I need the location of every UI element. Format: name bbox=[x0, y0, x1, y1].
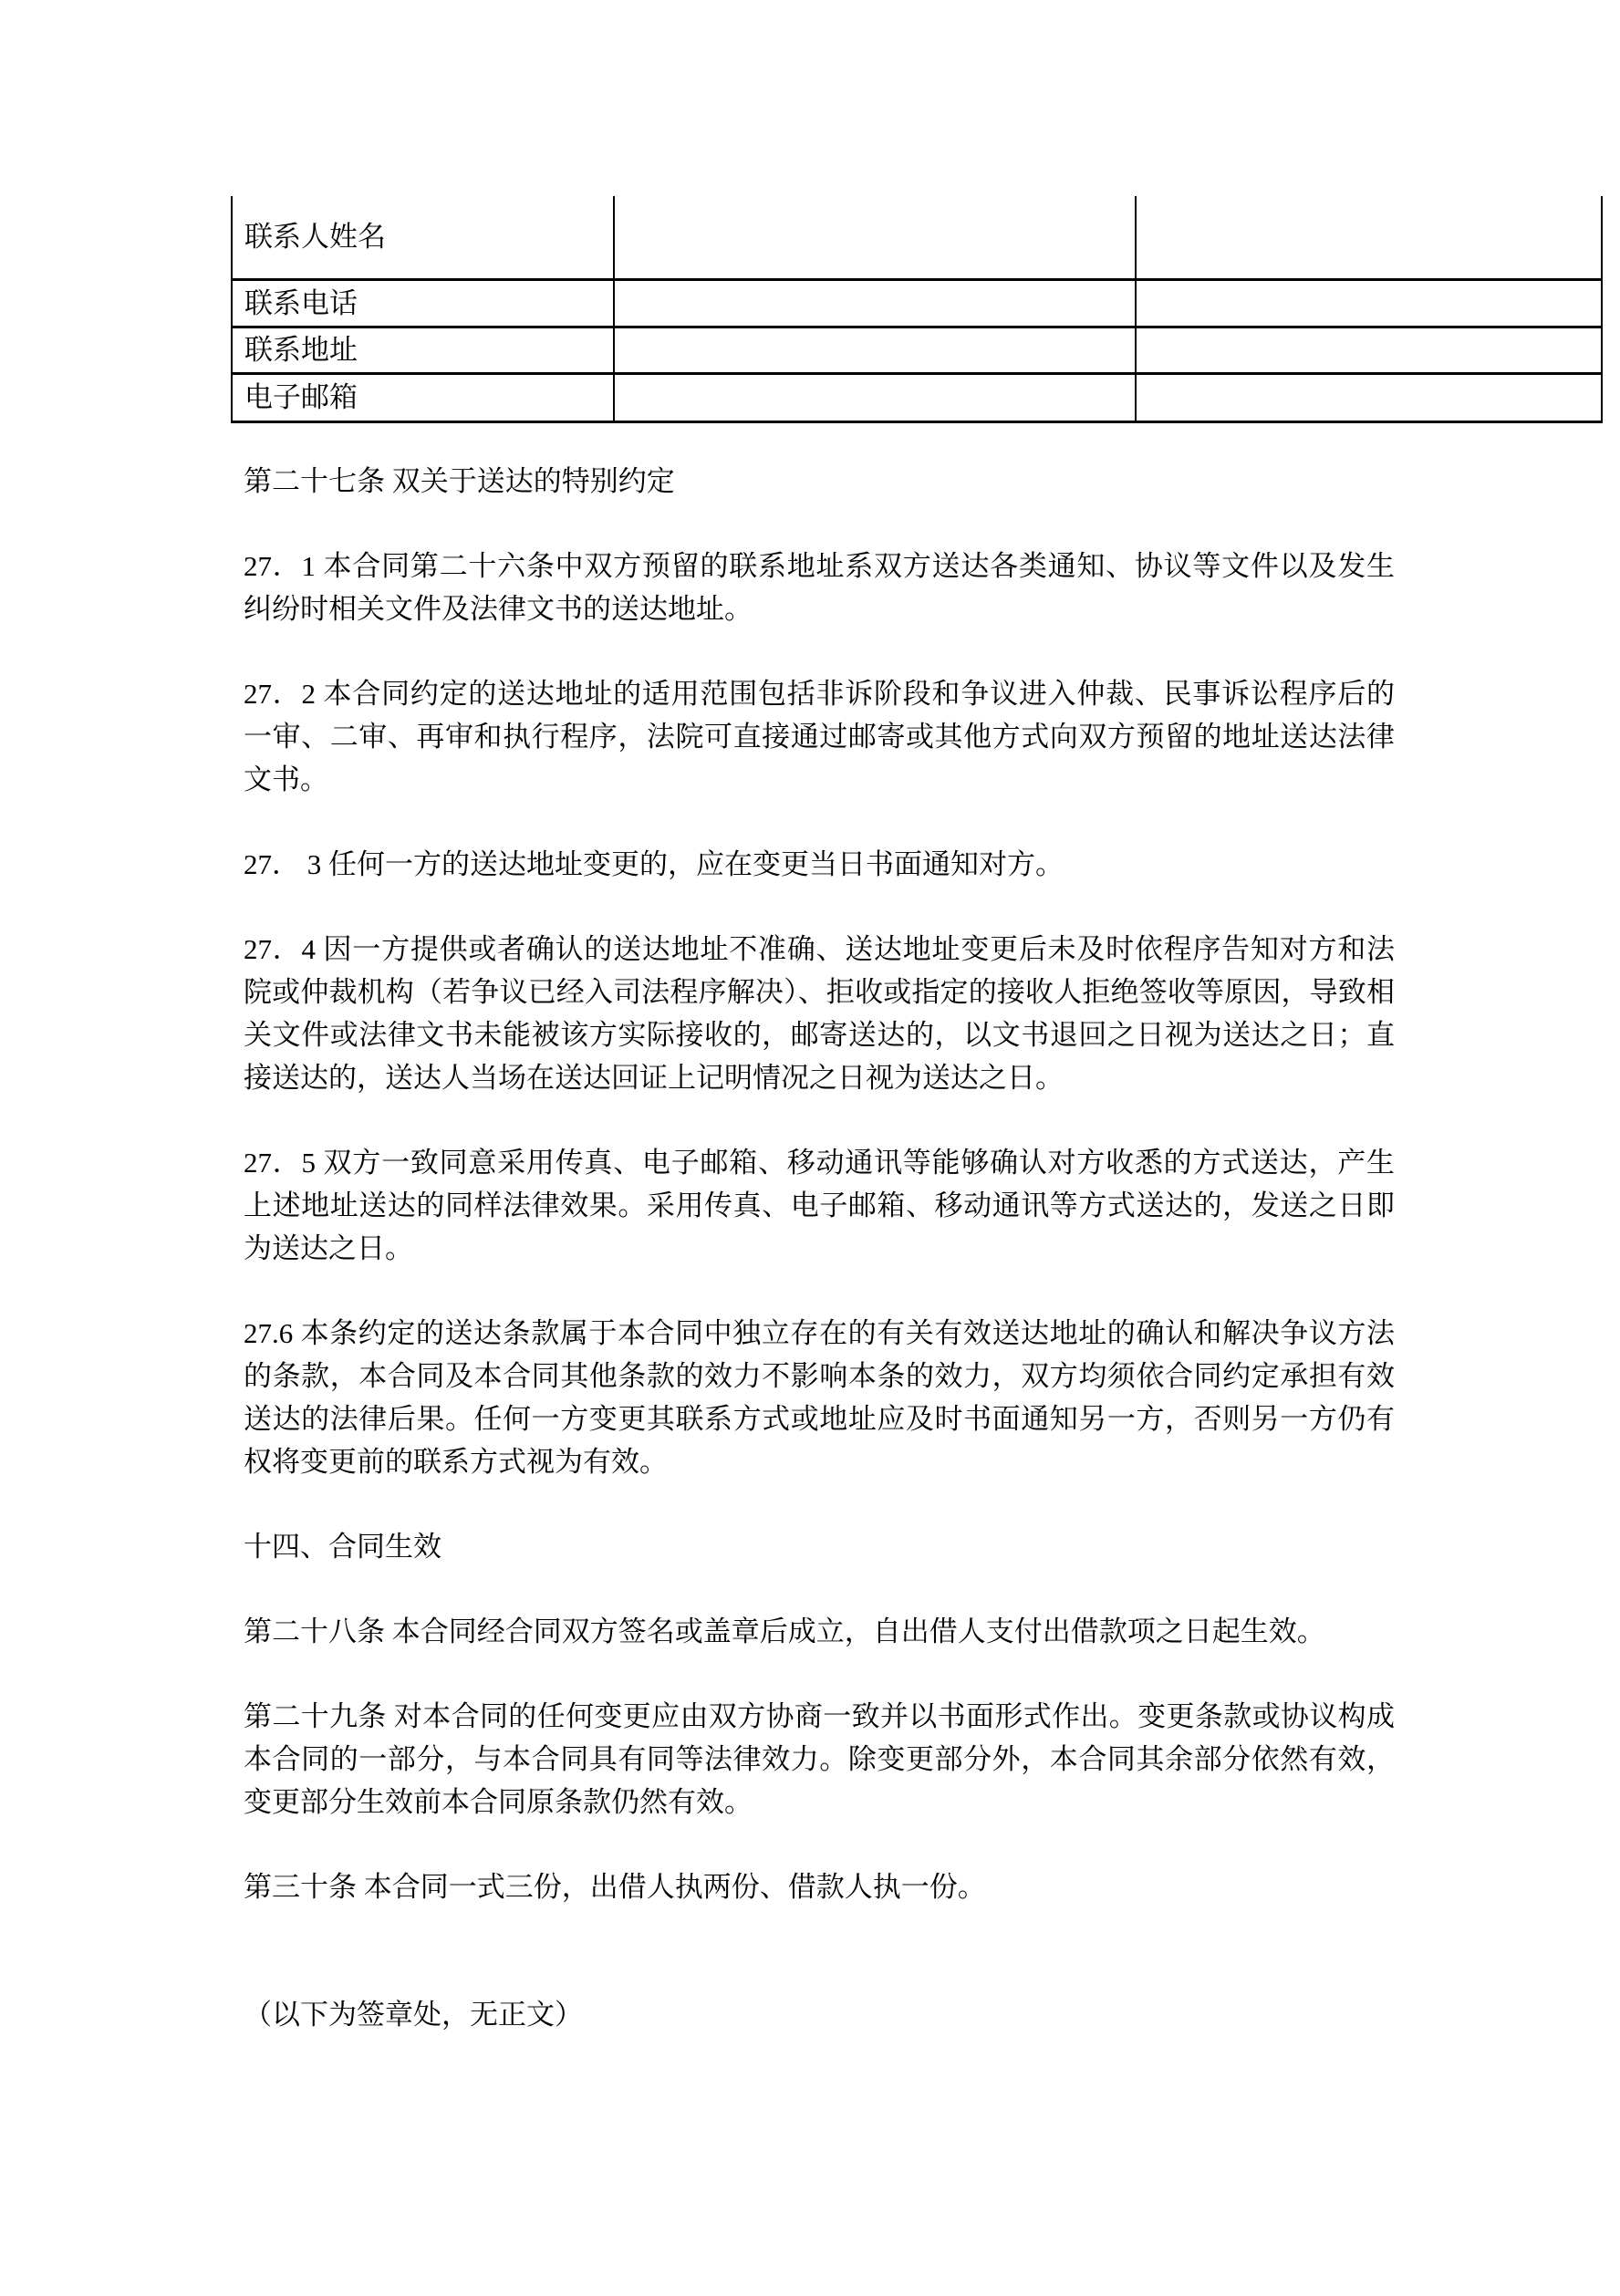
table-row-contact-phone bbox=[232, 280, 1602, 327]
contact-address-fill-cell-mid bbox=[614, 327, 1136, 374]
contact-phone-fill-cell-right bbox=[1136, 280, 1602, 327]
article-29: 第二十九条 对本合同的任何变更应由双方协商一致并以书面形式作出。变更条款或协议构成本合同的一部分，与本合同具有同等法律效力。除变更部分外，本合同其余部分依然有效，变更部分生效前本合同原条款仍然有效。 bbox=[244, 1700, 1395, 1818]
contact-email-label: 电子邮箱 bbox=[232, 374, 614, 422]
table-row-contact-email bbox=[232, 374, 1602, 422]
clause-27-3: 27． 3 任何一方的送达地址变更的，应在变更当日书面通知对方。 bbox=[244, 848, 1064, 880]
contact-info-table bbox=[231, 196, 1603, 423]
article-28: 第二十八条 本合同经合同双方签名或盖章后成立，自出借人支付出借款项之日起生效。 bbox=[244, 1616, 1325, 1647]
clause-27-2: 27．2 本合同约定的送达地址的适用范围包括非诉阶段和争议进入仲裁、民事诉讼程序后的一审、二审、再审和执行程序，法院可直接通过邮寄或其他方式向双方预留的地址送达法律文书。 bbox=[244, 678, 1395, 795]
contact-name-fill-cell-right bbox=[1136, 196, 1602, 280]
clause-27-4: 27．4 因一方提供或者确认的送达地址不准确、送达地址变更后未及时依程序告知对方和法院或仲裁机构（若争议已经入司法程序解决）、拒收或指定的接收人拒绝签收等原因，导致相关文件或法律文书未能被该方实际接收的，邮寄送达的，以文书退回之日视为送达之日；直接送达的，送达人当场在送达回证上记明情况之日视为送达之日。 bbox=[244, 933, 1395, 1094]
contact-email-fill-cell-mid bbox=[614, 374, 1136, 422]
contract-body-text bbox=[244, 460, 1395, 2078]
contact-phone-label: 联系电话 bbox=[232, 280, 614, 327]
clause-27-5: 27．5 双方一致同意采用传真、电子邮箱、移动通讯等能够确认对方收悉的方式送达，产生上述地址送达的同样法律效果。采用传真、电子邮箱、移动通讯等方式送达的，发送之日即为送达之日。 bbox=[244, 1147, 1395, 1264]
contact-address-label: 联系地址 bbox=[232, 327, 614, 374]
article-27-heading: 第二十七条 双关于送达的特别约定 bbox=[244, 465, 675, 497]
table-row-contact-name bbox=[232, 196, 1602, 280]
clause-27-6: 27.6 本条约定的送达条款属于本合同中独立存在的有关有效送达地址的确认和解决争议方法的条款，本合同及本合同其他条款的效力不影响本条的效力，双方均须依合同约定承担有效送达的法律后果。任何一方变更其联系方式或地址应及时书面通知另一方，否则另一方仍有权将变更前的联系方式视为有效。 bbox=[244, 1317, 1395, 1478]
contact-name-label: 联系人姓名 bbox=[232, 196, 614, 280]
contact-phone-fill-cell-mid bbox=[614, 280, 1136, 327]
signature-placeholder-note: （以下为签章处，无正文） bbox=[244, 1999, 583, 2031]
contact-name-fill-cell-mid bbox=[614, 196, 1136, 280]
contact-email-fill-cell-right bbox=[1136, 374, 1602, 422]
article-30: 第三十条 本合同一式三份，出借人执两份、借款人执一份。 bbox=[244, 1871, 986, 1903]
contact-address-fill-cell-right bbox=[1136, 327, 1602, 374]
clause-27-1: 27．1 本合同第二十六条中双方预留的联系地址系双方送达各类通知、协议等文件以及发生纠纷时相关文件及法律文书的送达地址。 bbox=[244, 550, 1395, 625]
table-row-contact-address bbox=[232, 327, 1602, 374]
section-14-heading: 十四、合同生效 bbox=[244, 1531, 441, 1563]
